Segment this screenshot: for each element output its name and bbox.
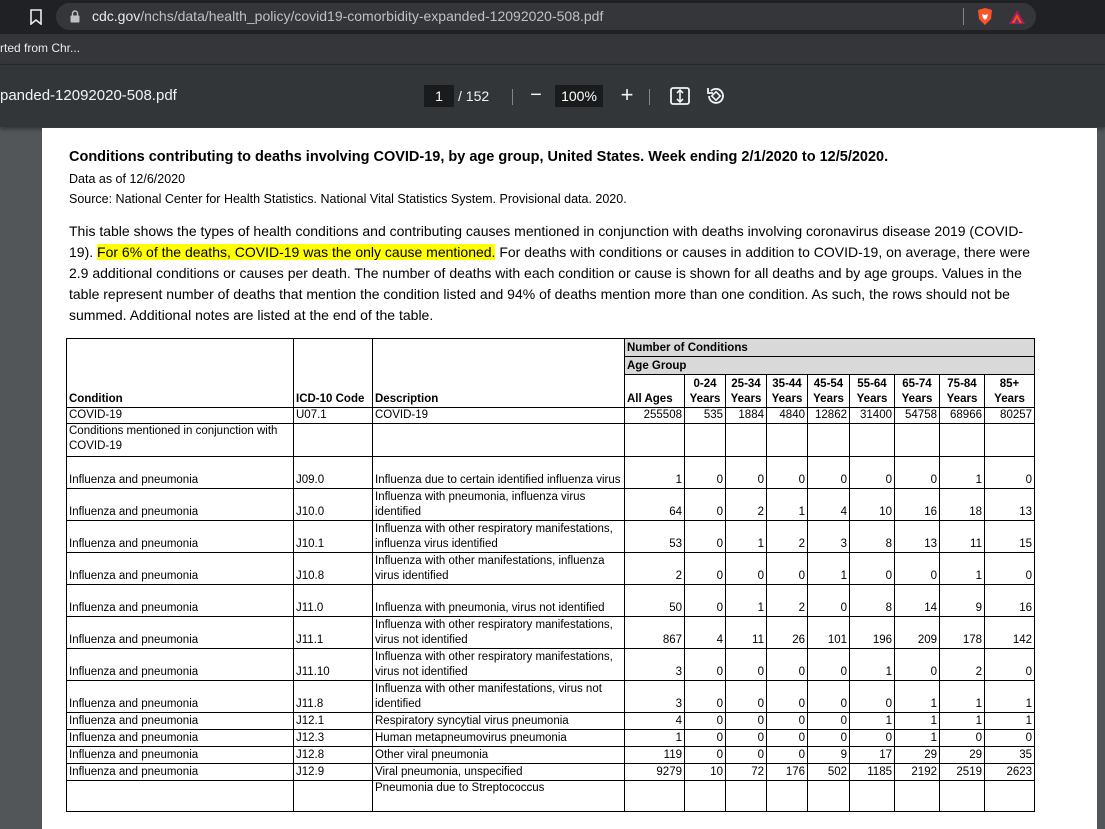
value-cell: 0 [985,649,1035,681]
intro-paragraph [69,221,1044,326]
description-cell: Influenza due to certain identified influenza virus [373,457,625,489]
value-cell: 0 [726,730,767,747]
icd-code-cell: J10.1 [294,521,373,553]
url-path: /nchs/data/health_policy/covid19-comorbidity-expanded-12092020-508.pdf [140,8,604,24]
value-cell: 8 [850,521,895,553]
value-cell: 1 [985,681,1035,713]
table-row [67,617,1035,649]
table-row [67,489,1035,521]
value-cell: 209 [895,617,940,649]
value-cell: 1 [940,457,985,489]
header-icd-code: ICD-10 Code [294,339,373,408]
age-range-label: 65-74 [902,378,932,390]
value-cell: 8 [850,585,895,617]
brave-shields-icon[interactable] [976,7,994,26]
empty-cell [940,424,985,457]
value-cell: 1884 [726,408,767,424]
header-age-range [985,375,1035,408]
header-number-of-conditions: Number of Conditions [625,339,1035,357]
value-cell: 11 [940,521,985,553]
intro-text-continued: For deaths with conditions or causes in addition to COVID-19, on average, there were 2.9 additional conditions or causes per death. The number of deaths with each condition or cause is shown for all deaths and by age groups. Values in the table represent number of deaths that mention the condition listed and 94% of deaths mention more than one condition. As such, the rows should not be summed. Additional notes are listed at the end of the table. [69,244,1031,323]
value-cell: 1 [726,585,767,617]
zoom-out-button[interactable]: − [530,84,542,106]
table-row [67,553,1035,585]
value-cell: 26 [767,617,808,649]
value-cell [985,781,1035,812]
value-cell [685,781,726,812]
value-cell: 35 [985,747,1035,764]
value-cell: 0 [850,730,895,747]
value-cell: 10 [685,764,726,781]
value-cell: 9279 [625,764,685,781]
value-cell: 1185 [850,764,895,781]
value-cell: 0 [685,713,726,730]
table-row [67,713,1035,730]
icd-code-cell: J11.10 [294,649,373,681]
value-cell: 13 [895,521,940,553]
header-condition: Condition [67,339,294,408]
value-cell: 0 [685,553,726,585]
age-range-label: 75-84 [947,378,977,390]
value-cell [767,781,808,812]
value-cell: 1 [625,457,685,489]
years-label: Years [730,393,762,405]
section-label: Conditions mentioned in conjunction with COVID-19 [67,424,294,457]
value-cell: 0 [726,713,767,730]
value-cell: 0 [767,553,808,585]
empty-cell [625,424,685,457]
value-cell: 178 [940,617,985,649]
covid-row [67,408,1035,424]
value-cell [625,781,685,812]
empty-cell [850,424,895,457]
header-age-range [726,375,767,408]
value-cell: 0 [767,649,808,681]
description-cell: Influenza with pneumonia, influenza virus identified [373,489,625,521]
value-cell: 9 [808,747,850,764]
value-cell: 0 [726,681,767,713]
value-cell: 1 [850,713,895,730]
value-cell: 0 [767,457,808,489]
value-cell: 0 [685,521,726,553]
icd-code-cell: J11.0 [294,585,373,617]
value-cell: 0 [685,489,726,521]
value-cell: 1 [985,713,1035,730]
toolbar-divider [649,89,650,105]
condition-cell: Influenza and pneumonia [67,730,294,747]
icd-code-cell: J12.1 [294,713,373,730]
condition-cell: Influenza and pneumonia [67,521,294,553]
pdf-page [42,128,1097,829]
browser-toolbar [0,0,1105,34]
condition-cell: Influenza and pneumonia [67,681,294,713]
value-cell [895,781,940,812]
address-bar-divider [963,8,964,25]
value-cell: 64 [625,489,685,521]
table-row [67,521,1035,553]
value-cell: 0 [985,457,1035,489]
value-cell: 18 [940,489,985,521]
value-cell: 53 [625,521,685,553]
table-row [67,747,1035,764]
fit-to-page-icon[interactable] [670,87,690,105]
years-label: Years [813,393,844,405]
value-cell: 0 [726,747,767,764]
intro-text: This table shows the types of health conditions and contributing causes mentioned in conjunction with deaths involving coronavirus disease 2019 (COVID-19). [69,223,1024,260]
table-row [67,681,1035,713]
rotate-icon[interactable] [705,85,727,107]
value-cell: 0 [685,649,726,681]
value-cell: 0 [808,730,850,747]
value-cell: 29 [940,747,985,764]
icd-code-cell: J10.8 [294,553,373,585]
lock-icon[interactable] [70,10,80,23]
value-cell: 0 [685,681,726,713]
header-all-ages: All Ages [625,375,685,408]
value-cell: 29 [895,747,940,764]
table-row [67,730,1035,747]
description-cell: Influenza with other manifestations, virus not identified [373,681,625,713]
value-cell: 16 [985,585,1035,617]
value-cell: 0 [767,730,808,747]
bookmarks-bar [0,34,1105,65]
value-cell: 1 [940,553,985,585]
value-cell: 101 [808,617,850,649]
value-cell: 14 [895,585,940,617]
years-label: Years [771,393,803,405]
value-cell: 0 [726,553,767,585]
value-cell: 2 [940,649,985,681]
value-cell: 0 [895,457,940,489]
table-row [67,649,1035,681]
value-cell [808,781,850,812]
value-cell: 3 [808,521,850,553]
url-host: cdc.gov [92,8,141,24]
value-cell: 0 [895,649,940,681]
value-cell: 0 [808,713,850,730]
condition-cell: Influenza and pneumonia [67,649,294,681]
table-row [67,764,1035,781]
icd-code-cell: U07.1 [294,408,373,424]
value-cell: 176 [767,764,808,781]
value-cell: 1 [940,681,985,713]
header-description: Description [373,339,625,408]
empty-cell [808,424,850,457]
header-age-range [808,375,850,408]
value-cell: 11 [726,617,767,649]
header-age-range [850,375,895,408]
icd-code-cell [294,781,373,812]
bookmark-icon[interactable] [29,9,43,25]
value-cell: 4 [808,489,850,521]
value-cell: 1 [767,489,808,521]
value-cell: 0 [850,457,895,489]
condition-cell: Influenza and pneumonia [67,764,294,781]
value-cell: 2192 [895,764,940,781]
value-cell: 0 [808,585,850,617]
value-cell: 1 [895,730,940,747]
years-label: Years [901,393,933,405]
header-age-range [940,375,985,408]
icd-code-cell: J10.0 [294,489,373,521]
value-cell: 1 [940,713,985,730]
empty-cell [895,424,940,457]
age-range-label: 35-44 [772,378,802,390]
value-cell: 0 [685,585,726,617]
value-cell: 4840 [767,408,808,424]
empty-cell [685,424,726,457]
value-cell: 0 [685,457,726,489]
table-row [67,781,1035,812]
document-title: Conditions contributing to deaths involving COVID-19, by age group, United States. Week ending 2/1/2020 to 12/5/2020. [69,149,889,165]
value-cell: 0 [808,649,850,681]
value-cell: 119 [625,747,685,764]
value-cell: 535 [685,408,726,424]
value-cell: 2 [625,553,685,585]
condition-cell: Influenza and pneumonia [67,489,294,521]
value-cell: 12862 [808,408,850,424]
age-range-label: 55-64 [857,378,887,390]
icd-code-cell: J12.3 [294,730,373,747]
description-cell: Pneumonia due to Streptococcus [373,781,625,812]
value-cell: 4 [685,617,726,649]
years-label: Years [946,393,978,405]
zoom-level-input[interactable]: 100% [555,85,603,107]
value-cell: 1 [808,553,850,585]
header-age-group: Age Group [625,357,1035,375]
value-cell: 54758 [895,408,940,424]
value-cell: 0 [685,747,726,764]
address-bar[interactable] [56,3,1036,30]
value-cell: 1 [625,730,685,747]
description-cell: Respiratory syncytial virus pneumonia [373,713,625,730]
condition-cell: Influenza and pneumonia [67,713,294,730]
value-cell: 0 [940,730,985,747]
description-cell: Influenza with other manifestations, influenza virus identified [373,553,625,585]
data-date: Data as of 12/6/2020 [69,172,186,186]
empty-cell [726,424,767,457]
icd-code-cell: J11.8 [294,681,373,713]
brave-rewards-icon[interactable] [1008,9,1026,25]
value-cell: 2 [726,489,767,521]
header-row [67,339,1035,357]
icd-code-cell: J09.0 [294,457,373,489]
value-cell: 196 [850,617,895,649]
description-cell: COVID-19 [373,408,625,424]
value-cell: 80257 [985,408,1035,424]
value-cell: 0 [985,553,1035,585]
header-age-range [895,375,940,408]
value-cell [940,781,985,812]
value-cell: 0 [767,681,808,713]
value-cell: 2623 [985,764,1035,781]
description-cell: Influenza with pneumonia, virus not identified [373,585,625,617]
table-row [67,457,1035,489]
empty-cell [373,424,625,457]
description-cell: Influenza with other respiratory manifestations, virus not identified [373,617,625,649]
condition-cell [67,781,294,812]
section-row [67,424,1035,457]
value-cell: 2 [767,585,808,617]
value-cell: 4 [625,713,685,730]
data-source: Source: National Center for Health Statistics. National Vital Statistics System. Provisional data. 2020. [69,192,627,206]
value-cell: 72 [726,764,767,781]
value-cell: 31400 [850,408,895,424]
empty-cell [985,424,1035,457]
condition-cell: Influenza and pneumonia [67,585,294,617]
value-cell: 0 [685,730,726,747]
icd-code-cell: J12.8 [294,747,373,764]
years-label: Years [856,393,888,405]
page-total: / 152 [458,88,490,104]
value-cell: 0 [726,649,767,681]
value-cell: 0 [850,681,895,713]
value-cell: 15 [985,521,1035,553]
conditions-table [66,338,1035,812]
value-cell: 68966 [940,408,985,424]
value-cell: 1 [895,681,940,713]
value-cell: 0 [726,457,767,489]
value-cell: 255508 [625,408,685,424]
value-cell: 3 [625,681,685,713]
toolbar-divider [512,89,513,105]
empty-cell [294,424,373,457]
description-cell: Other viral pneumonia [373,747,625,764]
value-cell: 3 [625,649,685,681]
value-cell: 1 [850,649,895,681]
description-cell: Influenza with other respiratory manifestations, virus not identified [373,649,625,681]
table-row [67,585,1035,617]
value-cell: 9 [940,585,985,617]
value-cell: 867 [625,617,685,649]
value-cell: 0 [767,713,808,730]
url-text[interactable] [92,8,603,24]
pdf-file-name: panded-12092020-508.pdf [0,87,177,104]
value-cell: 0 [895,553,940,585]
condition-cell: Influenza and pneumonia [67,747,294,764]
page-number-input[interactable]: 1 [424,85,454,107]
value-cell: 0 [850,553,895,585]
condition-cell: Influenza and pneumonia [67,617,294,649]
value-cell: 50 [625,585,685,617]
value-cell: 10 [850,489,895,521]
description-cell: Influenza with other respiratory manifestations, influenza virus identified [373,521,625,553]
pdf-toolbar [0,65,1105,127]
condition-cell: Influenza and pneumonia [67,553,294,585]
header-age-range [767,375,808,408]
description-cell: Human metapneumovirus pneumonia [373,730,625,747]
description-cell: Viral pneumonia, unspecified [373,764,625,781]
condition-cell: COVID-19 [67,408,294,424]
highlighted-text: For 6% of the deaths, COVID-19 was the only cause mentioned. [97,244,496,260]
value-cell: 0 [808,457,850,489]
icd-code-cell: J12.9 [294,764,373,781]
value-cell: 1 [726,521,767,553]
icd-code-cell: J11.1 [294,617,373,649]
value-cell: 17 [850,747,895,764]
value-cell: 13 [985,489,1035,521]
condition-cell: Influenza and pneumonia [67,457,294,489]
empty-cell [767,424,808,457]
value-cell: 2519 [940,764,985,781]
zoom-in-button[interactable]: + [620,82,634,107]
table-body [67,339,1035,812]
age-range-label: 85+ [999,378,1020,390]
value-cell: 16 [895,489,940,521]
bookmark-item[interactable]: rted from Chr... [0,41,81,55]
value-cell: 0 [808,681,850,713]
age-range-label: 25-34 [731,378,761,390]
age-range-label: 45-54 [813,378,844,390]
value-cell [850,781,895,812]
years-label: Years [689,393,721,405]
value-cell: 2 [767,521,808,553]
years-label: Years [994,393,1025,405]
value-cell: 0 [985,730,1035,747]
header-age-range [685,375,726,408]
age-range-label: 0-24 [693,378,717,390]
value-cell: 0 [767,747,808,764]
value-cell: 502 [808,764,850,781]
value-cell [726,781,767,812]
value-cell: 142 [985,617,1035,649]
value-cell: 1 [895,713,940,730]
